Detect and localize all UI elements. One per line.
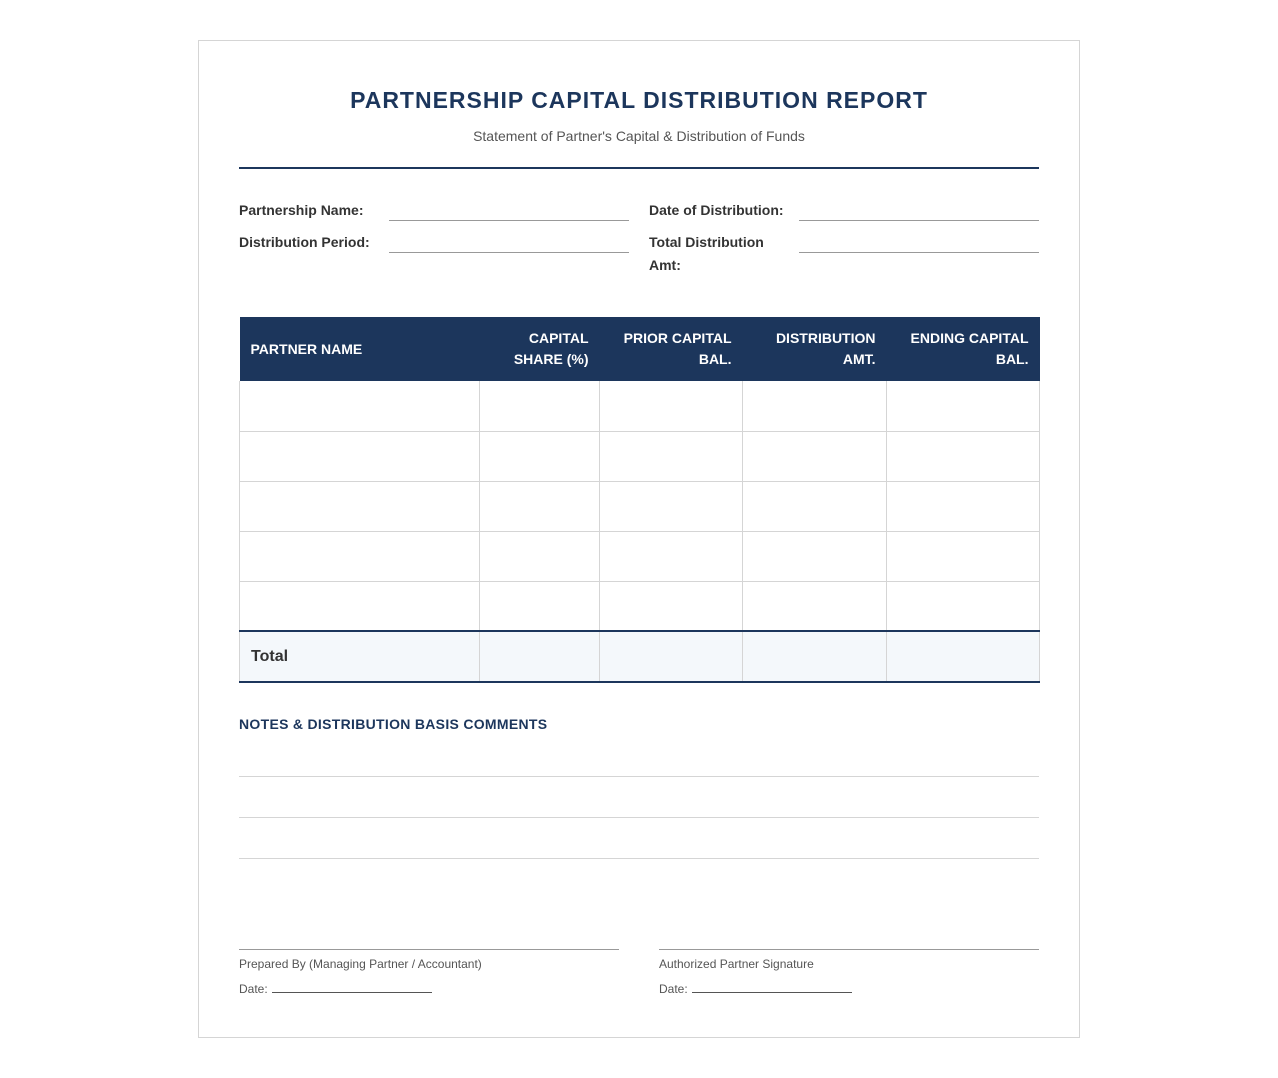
table-cell[interactable] — [600, 481, 743, 531]
total-distribution-amt-field[interactable] — [799, 252, 1039, 253]
table-cell[interactable] — [743, 481, 887, 531]
date-label: Date: — [659, 982, 688, 996]
authorized-signature-line[interactable] — [659, 949, 1039, 950]
table-cell[interactable] — [887, 481, 1040, 531]
table-cell[interactable] — [480, 481, 600, 531]
title-divider — [239, 167, 1039, 169]
table-row — [240, 381, 1040, 431]
notes-line[interactable] — [239, 776, 1039, 777]
total-cell[interactable] — [743, 631, 887, 682]
table-row — [240, 431, 1040, 481]
total-cell[interactable] — [887, 631, 1040, 682]
total-row — [240, 631, 1040, 682]
table-cell[interactable] — [887, 381, 1040, 431]
report-page — [198, 40, 1080, 1038]
total-cell[interactable] — [480, 631, 600, 682]
table-cell[interactable] — [240, 581, 480, 631]
partnership-name-field[interactable] — [389, 220, 629, 221]
column-header-partner-name: PARTNER NAME — [240, 317, 480, 381]
authorized-caption: Authorized Partner Signature — [659, 957, 814, 971]
prepared-by-caption: Prepared By (Managing Partner / Accountant) — [239, 957, 482, 971]
date-field[interactable] — [272, 981, 432, 993]
table-row — [240, 531, 1040, 581]
column-header-ending-capital-bal: ENDING CAPITAL BAL. — [887, 317, 1040, 381]
table-cell[interactable] — [480, 581, 600, 631]
table-row — [240, 581, 1040, 631]
table-cell[interactable] — [480, 381, 600, 431]
capital-distribution-table — [239, 317, 1040, 683]
notes-line[interactable] — [239, 858, 1039, 859]
table-cell[interactable] — [600, 381, 743, 431]
column-header-prior-capital-bal: PRIOR CAPITAL BAL. — [600, 317, 743, 381]
notes-line[interactable] — [239, 817, 1039, 818]
table-cell[interactable] — [887, 431, 1040, 481]
total-label: Total — [240, 631, 480, 682]
distribution-period-label: Distribution Period: — [239, 234, 370, 250]
table-cell[interactable] — [600, 431, 743, 481]
table-cell[interactable] — [743, 381, 887, 431]
prepared-by-signature-line[interactable] — [239, 949, 619, 950]
table-cell[interactable] — [887, 531, 1040, 581]
date-label: Date: — [239, 982, 268, 996]
partnership-name-label: Partnership Name: — [239, 202, 364, 218]
table-cell[interactable] — [480, 531, 600, 581]
table-cell[interactable] — [743, 581, 887, 631]
table-cell[interactable] — [240, 431, 480, 481]
column-header-distribution-amt: DISTRIBUTION AMT. — [743, 317, 887, 381]
prepared-by-date — [239, 981, 432, 996]
table-cell[interactable] — [600, 531, 743, 581]
total-distribution-amt-label: Total Distribution Amt: — [649, 234, 764, 273]
table-cell[interactable] — [743, 531, 887, 581]
table-cell[interactable] — [240, 381, 480, 431]
total-cell[interactable] — [600, 631, 743, 682]
page-subtitle: Statement of Partner's Capital & Distribution of Funds — [473, 128, 805, 144]
page-title: PARTNERSHIP CAPITAL DISTRIBUTION REPORT — [350, 87, 928, 113]
table-cell[interactable] — [240, 531, 480, 581]
authorized-date — [659, 981, 852, 996]
column-header-capital-share: CAPITAL SHARE (%) — [480, 317, 600, 381]
date-field[interactable] — [692, 981, 852, 993]
table-cell[interactable] — [240, 481, 480, 531]
date-of-distribution-field[interactable] — [799, 220, 1039, 221]
table-cell[interactable] — [600, 581, 743, 631]
distribution-period-field[interactable] — [389, 252, 629, 253]
table-row — [240, 481, 1040, 531]
table-cell[interactable] — [743, 431, 887, 481]
table-cell[interactable] — [480, 431, 600, 481]
notes-heading: NOTES & DISTRIBUTION BASIS COMMENTS — [239, 716, 548, 732]
table-cell[interactable] — [887, 581, 1040, 631]
date-of-distribution-label: Date of Distribution: — [649, 202, 784, 218]
table-header-row — [240, 317, 1040, 381]
